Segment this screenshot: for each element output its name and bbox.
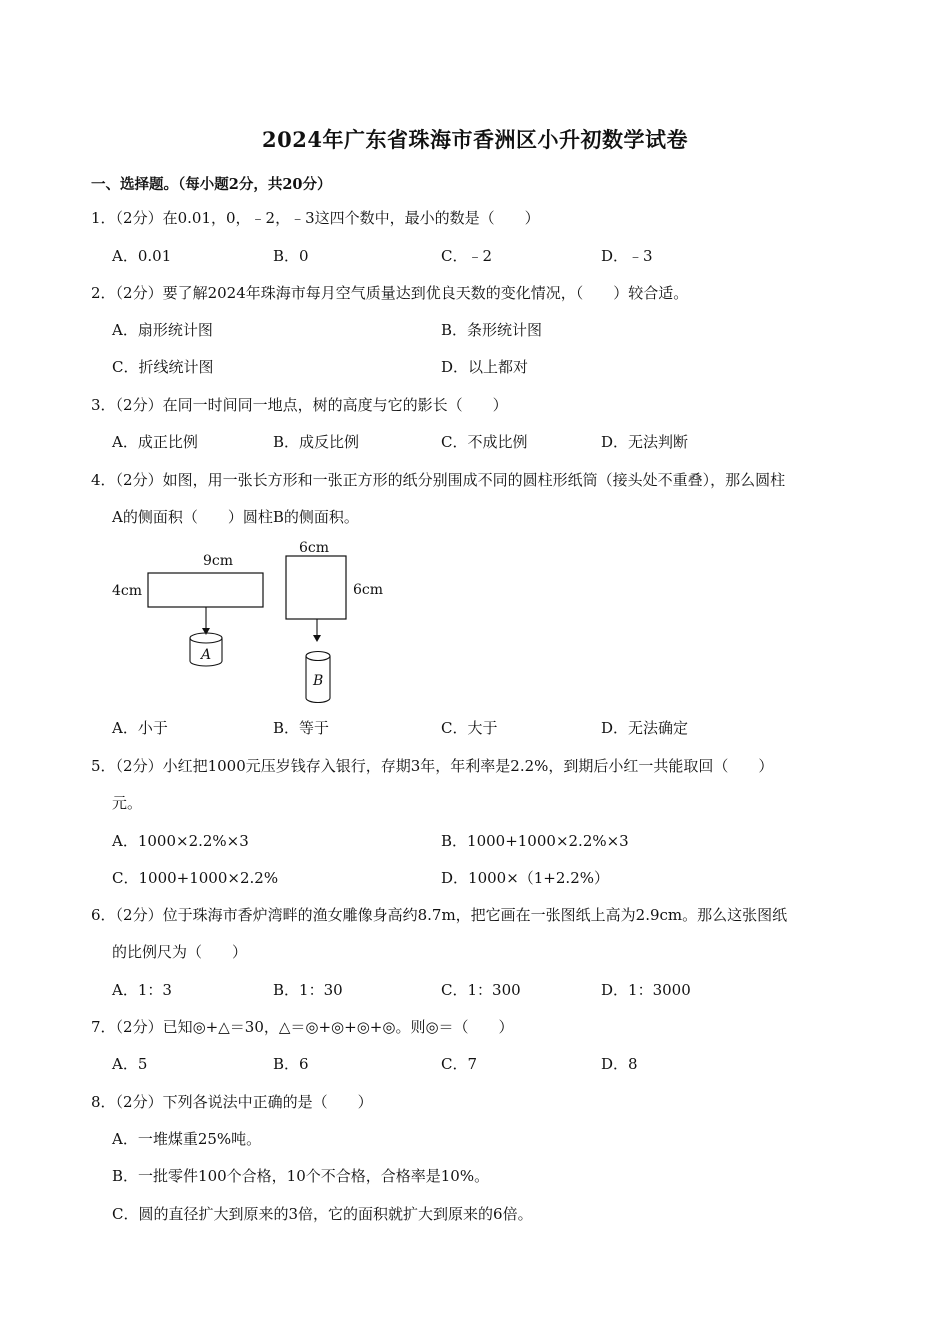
- rect-height-label: 4cm: [112, 583, 143, 599]
- cylinder-b-label: B: [313, 673, 324, 689]
- rect-width-label: 9cm: [203, 553, 234, 569]
- question-3-option-b: B．成反比例: [273, 433, 360, 451]
- question-4-stem: 4．（2分）如图，用一张长方形和一张正方形的纸分别围成不同的圆柱形纸筒（接头处不重叠），那么圆柱: [91, 471, 786, 489]
- question-6-option-d: D．1：3000: [601, 981, 691, 999]
- question-1-stem: 1．（2分）在0.01，0，﹣2，﹣3这四个数中，最小的数是（ ）: [91, 209, 540, 227]
- question-2-option-d: D．以上都对: [441, 358, 529, 376]
- question-7-option-c: C．7: [441, 1055, 478, 1073]
- question-3-stem: 3．（2分）在同一时间同一地点，树的高度与它的影长（ ）: [91, 396, 508, 414]
- square-side-label: 6cm: [353, 582, 384, 598]
- question-4-option-a: A．小于: [112, 719, 168, 737]
- question-1-option-a: A．0.01: [112, 247, 172, 265]
- question-1-option-b: B．0: [273, 247, 309, 265]
- question-2-option-a: A．扇形统计图: [112, 321, 213, 339]
- question-5-option-d: D．1000×（1+2.2%）: [441, 869, 609, 887]
- question-4-option-b: B．等于: [273, 719, 330, 737]
- cylinder-figure: [108, 536, 398, 711]
- question-4-option-d: D．无法确定: [601, 719, 689, 737]
- question-6-option-a: A．1：3: [112, 981, 172, 999]
- question-8-option-b: B．一批零件100个合格，10个不合格，合格率是10%。: [112, 1167, 490, 1185]
- question-6-stem: 6．（2分）位于珠海市香炉湾畔的渔女雕像身高约8.7m，把它画在一张图纸上高为2.9cm。那么这张图纸: [91, 906, 788, 924]
- question-3-option-a: A．成正比例: [112, 433, 198, 451]
- question-7-option-a: A．5: [112, 1055, 148, 1073]
- question-5-stem: 5．（2分）小红把1000元压岁钱存入银行，存期3年，年利率是2.2%，到期后小红一共能取回（ ）: [91, 757, 774, 775]
- question-6-option-b: B．1：30: [273, 981, 343, 999]
- question-7-option-d: D．8: [601, 1055, 638, 1073]
- cylinder-b: [306, 652, 330, 703]
- section-heading: 一、选择题。（每小题2分，共20分）: [91, 176, 332, 193]
- question-7-stem: 7．（2分）已知◎+△＝30，△＝◎+◎+◎+◎。则◎＝（ ）: [91, 1018, 514, 1036]
- rectangle-sheet: [148, 573, 263, 607]
- question-2-option-b: B．条形统计图: [441, 321, 543, 339]
- question-8-stem: 8．（2分）下列各说法中正确的是（ ）: [91, 1093, 373, 1111]
- question-2-option-c: C．折线统计图: [112, 358, 214, 376]
- question-5-option-b: B．1000+1000×2.2%×3: [441, 832, 629, 850]
- question-6-option-c: C．1：300: [441, 981, 521, 999]
- question-5-stem-cont: 元。: [112, 794, 143, 812]
- question-5-option-c: C．1000+1000×2.2%: [112, 869, 279, 887]
- square-sheet: [286, 556, 346, 619]
- question-6-stem-cont: 的比例尺为（ ）: [112, 943, 248, 961]
- question-1-option-d: D．﹣3: [601, 247, 653, 265]
- square-top-label: 6cm: [299, 540, 330, 556]
- cylinder-a-label: A: [201, 647, 212, 663]
- page-title: 2024年广东省珠海市香洲区小升初数学试卷: [262, 127, 688, 152]
- question-3-option-d: D．无法判断: [601, 433, 689, 451]
- question-8-option-a: A．一堆煤重25%吨。: [112, 1130, 262, 1148]
- question-7-option-b: B．6: [273, 1055, 309, 1073]
- question-5-option-a: A．1000×2.2%×3: [112, 832, 249, 850]
- question-1-option-c: C．﹣2: [441, 247, 493, 265]
- question-4-stem-cont: A的侧面积（ ）圆柱B的侧面积。: [112, 508, 359, 526]
- question-4-option-c: C．大于: [441, 719, 498, 737]
- cylinder-a: [190, 633, 222, 666]
- question-2-stem: 2．（2分）要了解2024年珠海市每月空气质量达到优良天数的变化情况，（ ）较合适。: [91, 284, 689, 302]
- question-8-option-c: C．圆的直径扩大到原来的3倍，它的面积就扩大到原来的6倍。: [112, 1205, 533, 1223]
- question-3-option-c: C．不成比例: [441, 433, 528, 451]
